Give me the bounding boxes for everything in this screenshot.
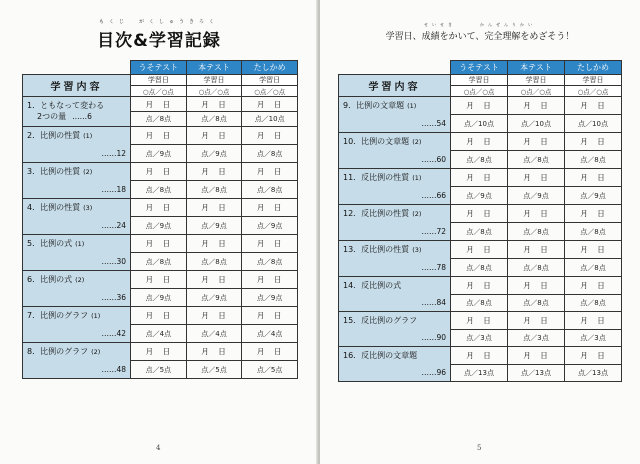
score-cell[interactable]: 点／8点 [508,151,565,169]
lesson-page-ref: ……6 [72,112,92,121]
lesson-cell [339,312,451,347]
score-cell[interactable]: 点／10点 [451,115,508,133]
score-cell[interactable]: 点／9点 [186,145,242,163]
content-header: 学習内容 [23,75,131,97]
date-cell[interactable]: 月 日 [508,97,565,115]
date-cell[interactable]: 月 日 [451,97,508,115]
score-cell[interactable]: 点／9点 [242,289,298,307]
score-cell[interactable]: 点／8点 [565,294,622,312]
date-cell[interactable]: 月 日 [565,277,622,295]
table-row [339,312,622,330]
page-title [0,18,318,51]
score-format-label: ○点／○点 [565,86,622,97]
score-format-label: ○点／○点 [451,86,508,97]
score-cell[interactable]: 点／13点 [565,364,622,382]
table-row [339,241,622,259]
lesson-cell [23,271,131,307]
date-cell[interactable]: 月 日 [451,241,508,259]
lesson-page-ref: ……96 [421,368,446,377]
score-cell[interactable]: 点／13点 [508,364,565,382]
lesson-part: (1) [407,102,417,110]
date-cell[interactable]: 月 日 [565,205,622,223]
score-cell[interactable]: 点／8点 [451,259,508,277]
date-cell[interactable]: 月 日 [131,343,187,361]
score-cell[interactable]: 点／9点 [451,187,508,205]
lesson-title: 6．比例の式 [27,275,73,284]
table-row [339,169,622,187]
lesson-title: 4．比例の性質 [27,203,81,212]
date-cell[interactable]: 月 日 [131,127,187,145]
date-label: 学習日 [186,75,242,86]
date-cell[interactable]: 月 日 [186,235,242,253]
date-cell[interactable]: 月 日 [508,277,565,295]
score-cell[interactable]: 点／3点 [508,329,565,347]
score-cell[interactable]: 点／5点 [242,361,298,379]
date-label: 学習日 [242,75,298,86]
lesson-page-ref: ……54 [421,119,446,128]
lesson-title: 9．比例の文章題 [343,101,405,110]
table-row [339,347,622,365]
date-cell[interactable]: 月 日 [186,163,242,181]
score-cell[interactable]: 点／4点 [131,325,187,343]
col-header-hon-test: 本テスト [186,61,242,75]
lesson-part: (3) [412,246,422,254]
table-row [23,235,298,253]
score-cell[interactable]: 点／8点 [186,112,242,127]
score-cell[interactable]: 点／8点 [565,259,622,277]
date-label: 学習日 [565,75,622,86]
score-cell[interactable]: 点／10点 [508,115,565,133]
score-cell[interactable]: 点／13点 [451,364,508,382]
score-cell[interactable]: 点／8点 [186,253,242,271]
date-cell[interactable]: 月 日 [508,241,565,259]
score-cell[interactable]: 点／3点 [451,329,508,347]
lesson-page-ref: ……60 [421,155,446,164]
lesson-title: 7．比例のグラフ [27,311,89,320]
score-cell[interactable]: 点／4点 [186,325,242,343]
date-cell[interactable]: 月 日 [508,133,565,151]
lesson-page-ref: ……78 [421,263,446,272]
score-cell[interactable]: 点／4点 [242,325,298,343]
date-cell[interactable]: 月 日 [242,343,298,361]
date-cell[interactable]: 月 日 [131,271,187,289]
score-cell[interactable]: 点／9点 [565,187,622,205]
date-cell[interactable]: 月 日 [242,271,298,289]
score-cell[interactable]: 点／8点 [242,181,298,199]
col-header-hon-test: 本テスト [508,61,565,75]
date-cell[interactable]: 月 日 [508,347,565,365]
lesson-title: 16．反比例の文章題 [343,351,418,360]
date-cell[interactable]: 月 日 [242,235,298,253]
score-cell[interactable]: 点／9点 [508,187,565,205]
page-number-left: 4 [156,444,161,452]
lesson-page-ref: ……84 [421,298,446,307]
lesson-title-line2: 2つの量 [37,112,67,121]
date-cell[interactable]: 月 日 [565,241,622,259]
date-cell[interactable]: 月 日 [242,97,298,112]
header-corner [339,61,451,75]
lesson-page-ref: ……18 [101,185,126,194]
lesson-title: 1．ともなって変わる [27,101,105,110]
score-cell[interactable]: 点／5点 [186,361,242,379]
score-cell[interactable]: 点／8点 [565,223,622,241]
lesson-cell [23,127,131,163]
date-cell[interactable]: 月 日 [565,347,622,365]
lesson-page-ref: ……66 [421,191,446,200]
score-cell[interactable]: 点／8点 [451,223,508,241]
score-cell[interactable]: 点／8点 [451,294,508,312]
lesson-cell [23,235,131,271]
date-cell[interactable]: 月 日 [451,347,508,365]
score-cell[interactable]: 点／8点 [242,253,298,271]
date-cell[interactable]: 月 日 [565,97,622,115]
date-cell[interactable]: 月 日 [451,312,508,330]
date-label: 学習日 [508,75,565,86]
lesson-page-ref: ……30 [101,257,126,266]
title-text: 目次&学習記録 [97,31,221,51]
lesson-part: (2) [91,348,101,356]
score-cell[interactable]: 点／8点 [508,259,565,277]
lesson-page-ref: ……48 [101,365,126,374]
content-header: 学習内容 [339,75,451,97]
col-header-uso-test: うそテスト [131,61,187,75]
score-cell[interactable]: 点／8点 [565,151,622,169]
lesson-page-ref: ……12 [101,149,126,158]
page-subtitle [320,22,640,42]
lesson-title: 10．比例の文章題 [343,137,410,146]
lesson-cell [339,205,451,241]
lesson-title: 5．比例の式 [27,239,73,248]
date-cell[interactable]: 月 日 [508,169,565,187]
score-format-label: ○点／○点 [242,86,298,97]
date-cell[interactable]: 月 日 [565,133,622,151]
date-cell[interactable]: 月 日 [451,133,508,151]
study-record-table-left [22,60,298,379]
date-label: 学習日 [451,75,508,86]
lesson-cell [23,343,131,379]
score-format-label: ○点／○点 [508,86,565,97]
date-cell[interactable]: 月 日 [508,205,565,223]
table-row [23,199,298,217]
col-header-tashikame: たしかめ [242,61,298,75]
score-cell[interactable]: 点／9点 [131,217,187,235]
lesson-title: 8．比例のグラフ [27,347,89,356]
lesson-part: (2) [412,210,422,218]
score-cell[interactable]: 点／8点 [451,151,508,169]
lesson-cell [23,307,131,343]
subtitle-ruby: せいせき かんぜんりかい [424,22,536,27]
lesson-cell [23,163,131,199]
table-row [23,127,298,145]
date-cell[interactable]: 月 日 [565,312,622,330]
score-cell[interactable]: 点／10点 [565,115,622,133]
lesson-page-ref: ……36 [101,293,126,302]
lesson-cell [339,97,451,133]
date-cell[interactable]: 月 日 [451,277,508,295]
lesson-page-ref: ……42 [101,329,126,338]
date-cell[interactable]: 月 日 [565,169,622,187]
score-cell[interactable]: 点／9点 [131,289,187,307]
date-cell[interactable]: 月 日 [242,163,298,181]
lesson-part: (1) [75,240,85,248]
table-row [23,97,298,112]
date-cell[interactable]: 月 日 [131,199,187,217]
lesson-title: 12．反比例の性質 [343,209,410,218]
date-cell[interactable]: 月 日 [186,199,242,217]
title-ruby: もくじ がくしゅうきろく [98,19,219,25]
score-cell[interactable]: 点／8点 [508,294,565,312]
date-cell[interactable]: 月 日 [451,169,508,187]
lesson-part: (3) [83,204,93,212]
lesson-page-ref: ……72 [421,227,446,236]
lesson-part: (1) [412,174,422,182]
table-row [339,205,622,223]
score-cell[interactable]: 点／10点 [242,112,298,127]
lesson-cell [339,347,451,382]
date-cell[interactable]: 月 日 [186,307,242,325]
score-cell[interactable]: 点／9点 [242,217,298,235]
lesson-title: 13．反比例の性質 [343,245,410,254]
date-cell[interactable]: 月 日 [508,312,565,330]
table-row [339,277,622,295]
lesson-cell [339,169,451,205]
score-cell[interactable]: 点／8点 [131,112,187,127]
study-record-table-right [338,60,622,382]
score-cell[interactable]: 点／8点 [131,253,187,271]
table-row [23,271,298,289]
score-cell[interactable]: 点／9点 [186,289,242,307]
date-cell[interactable]: 月 日 [131,307,187,325]
score-format-label: ○点／○点 [131,86,187,97]
table-row [23,343,298,361]
col-header-tashikame: たしかめ [565,61,622,75]
date-cell[interactable]: 月 日 [131,97,187,112]
lesson-cell [23,199,131,235]
score-cell[interactable]: 点／8点 [131,181,187,199]
table-row [23,163,298,181]
score-cell[interactable]: 点／3点 [565,329,622,347]
lesson-part: (2) [75,276,85,284]
lesson-title: 15．反比例のグラフ [343,316,418,325]
lesson-part: (1) [91,312,101,320]
date-cell[interactable]: 月 日 [242,307,298,325]
table-row [339,97,622,115]
score-cell[interactable]: 点／8点 [508,223,565,241]
score-cell[interactable]: 点／8点 [186,181,242,199]
lesson-page-ref: ……90 [421,333,446,342]
lesson-part: (2) [412,138,422,146]
lesson-title: 3．比例の性質 [27,167,81,176]
lesson-cell [339,133,451,169]
lesson-cell [339,241,451,277]
lesson-title: 11．反比例の性質 [343,173,410,182]
score-cell[interactable]: 点／9点 [131,145,187,163]
date-cell[interactable]: 月 日 [451,205,508,223]
right-page [320,0,640,464]
table-row [339,133,622,151]
date-cell[interactable]: 月 日 [186,271,242,289]
lesson-cell [339,277,451,312]
date-cell[interactable]: 月 日 [186,343,242,361]
table-row [23,307,298,325]
header-corner [23,61,131,75]
lesson-page-ref: ……24 [101,221,126,230]
left-table-body [23,97,298,379]
lesson-cell [23,97,131,127]
date-cell[interactable]: 月 日 [242,127,298,145]
date-cell[interactable]: 月 日 [131,235,187,253]
date-cell[interactable]: 月 日 [186,127,242,145]
score-cell[interactable]: 点／9点 [186,217,242,235]
lesson-part: (2) [83,168,93,176]
page-number-right: 5 [477,444,482,452]
score-format-label: ○点／○点 [186,86,242,97]
lesson-title: 14．反比例の式 [343,281,402,290]
date-label: 学習日 [131,75,187,86]
subtitle-text: 学習日、成績をかいて、完全理解をめざそう！ [385,32,575,42]
score-cell[interactable]: 点／8点 [242,145,298,163]
date-cell[interactable]: 月 日 [186,97,242,112]
lesson-part: (1) [83,132,93,140]
col-header-uso-test: うそテスト [451,61,508,75]
score-cell[interactable]: 点／5点 [131,361,187,379]
date-cell[interactable]: 月 日 [131,163,187,181]
right-table-body [339,97,622,382]
date-cell[interactable]: 月 日 [242,199,298,217]
lesson-title: 2．比例の性質 [27,131,81,140]
left-page [0,0,318,464]
